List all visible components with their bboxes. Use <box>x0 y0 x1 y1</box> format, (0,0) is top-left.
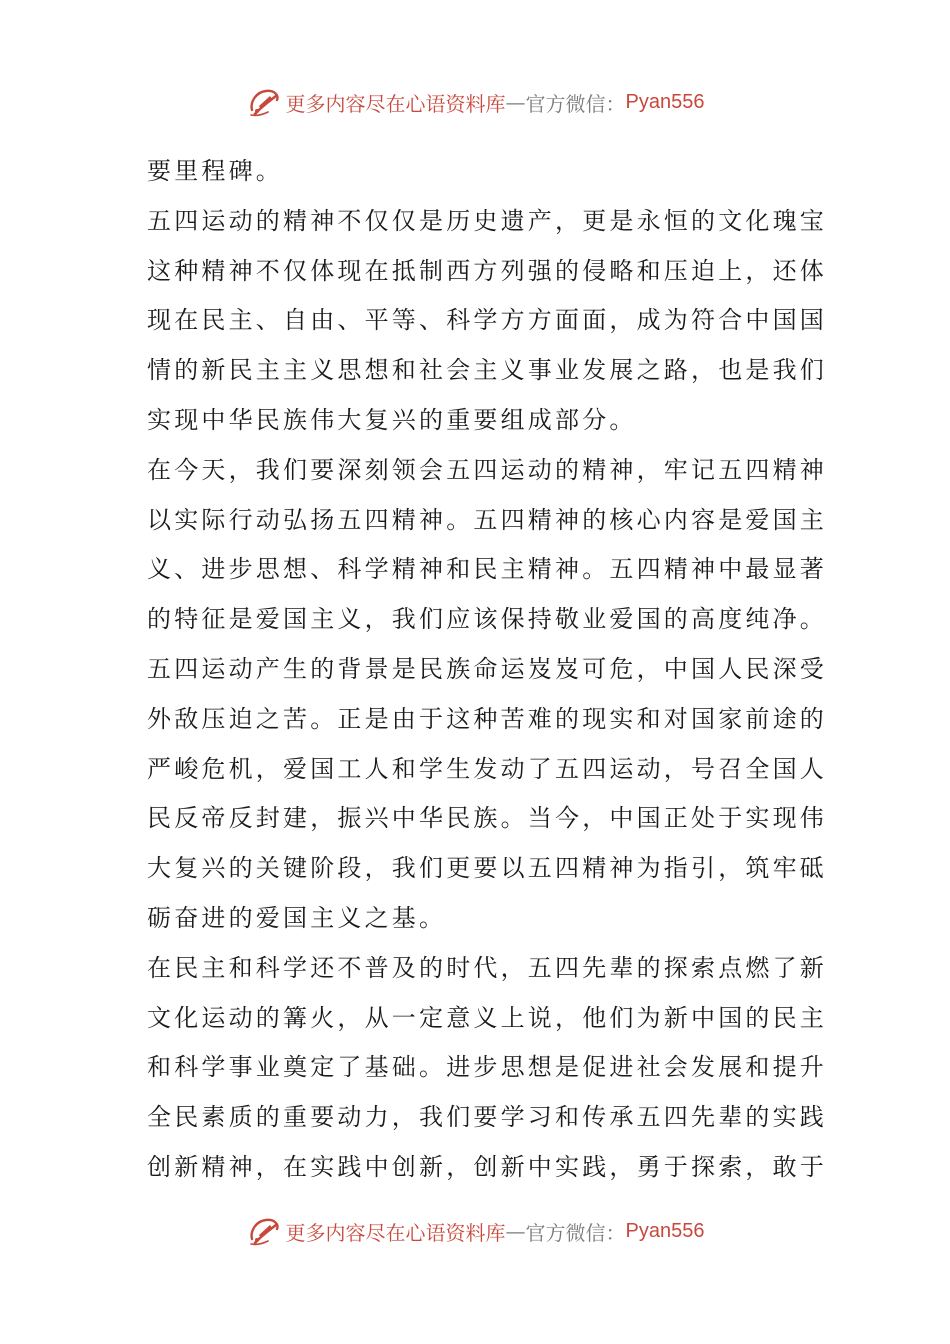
footer-brand-text: 更多内容尽在心语资料库 <box>285 1220 506 1245</box>
footer-wechat-label: 官方微信： <box>525 1220 626 1245</box>
body-line: 的特征是爱国主义，我们应该保持敬业爱国的高度纯净。 <box>147 605 827 634</box>
footer-wechat-id: Pyan556 <box>625 1219 705 1242</box>
body-line: 创新精神，在实践中创新，创新中实践，勇于探索，敢于 <box>147 1152 827 1181</box>
body-line: 五四运动的精神不仅仅是历史遗产，更是永恒的文化瑰宝 <box>147 206 827 235</box>
body-line: 砺奋进的爱国主义之基。 <box>147 903 447 932</box>
body-line: 文化运动的篝火，从一定意义上说，他们为新中国的民主 <box>147 1003 827 1032</box>
body-line: 义、进步思想、科学精神和民主精神。五四精神中最显著 <box>147 555 827 584</box>
body-line: 大复兴的关键阶段，我们更要以五四精神为指引，筑牢砥 <box>147 854 827 883</box>
header-wechat-label: 官方微信： <box>525 91 626 116</box>
footer-banner <box>0 1211 950 1251</box>
document-body <box>147 147 827 1193</box>
header-wechat-id: Pyan556 <box>625 90 705 113</box>
pen-logo-icon <box>246 1213 282 1249</box>
body-line: 以实际行动弘扬五四精神。五四精神的核心内容是爱国主 <box>147 505 827 534</box>
body-line: 全民素质的重要动力，我们要学习和传承五四先辈的实践 <box>147 1103 827 1132</box>
body-line: 民反帝反封建，振兴中华民族。当今，中国正处于实现伟 <box>147 804 827 833</box>
body-line: 要里程碑。 <box>147 157 283 185</box>
header-banner <box>0 82 950 122</box>
header-brand-text: 更多内容尽在心语资料库 <box>285 91 506 116</box>
footer-dash: — <box>505 1219 526 1243</box>
body-line: 严峻危机，爱国工人和学生发动了五四运动，号召全国人 <box>147 754 827 783</box>
body-line: 和科学事业奠定了基础。进步思想是促进社会发展和提升 <box>147 1053 827 1082</box>
body-line: 五四运动产生的背景是民族命运岌岌可危，中国人民深受 <box>147 654 827 683</box>
body-line: 外敌压迫之苦。正是由于这种苦难的现实和对国家前途的 <box>147 704 827 733</box>
body-line: 这种精神不仅体现在抵制西方列强的侵略和压迫上，还体 <box>147 256 827 285</box>
body-line: 在民主和科学还不普及的时代，五四先辈的探索点燃了新 <box>147 953 827 982</box>
header-dash: — <box>505 90 526 114</box>
body-line: 情的新民主主义思想和社会主义事业发展之路，也是我们 <box>147 356 827 385</box>
body-line: 在今天，我们要深刻领会五四运动的精神，牢记五四精神 <box>147 455 827 484</box>
body-line: 实现中华民族伟大复兴的重要组成部分。 <box>147 405 637 434</box>
pen-logo-icon <box>246 84 282 120</box>
body-line: 现在民主、自由、平等、科学方方面面，成为符合中国国 <box>147 306 827 335</box>
